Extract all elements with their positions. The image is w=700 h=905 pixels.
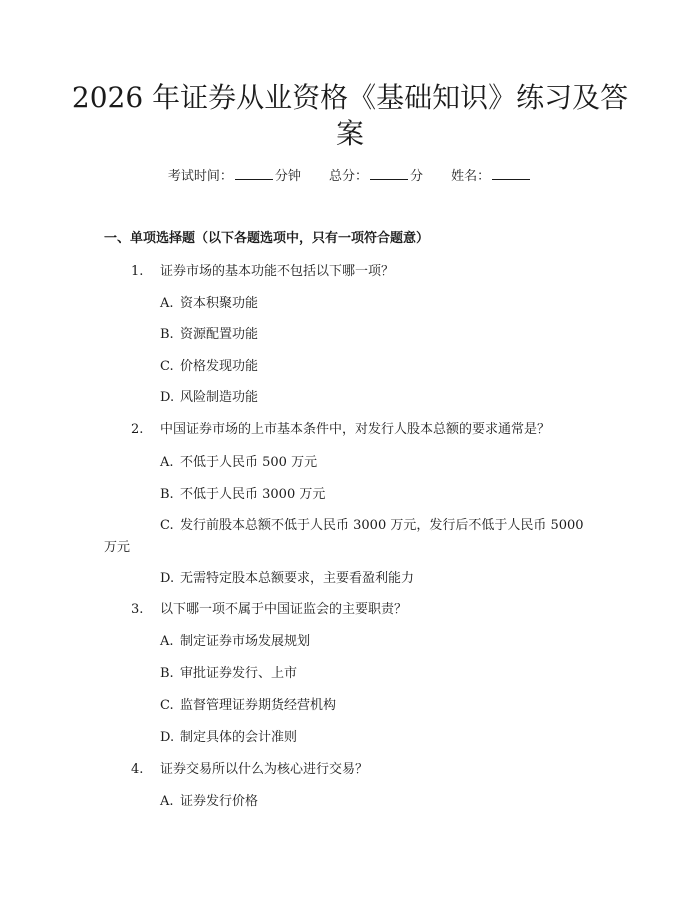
option-text: 审批证券发行、上市 (180, 666, 298, 681)
option-letter: B. (160, 327, 174, 342)
option-text: 无需特定股本总额要求，主要看盈利能力 (180, 571, 415, 586)
question-text: 证券市场的基本功能不包括以下哪一项？ (160, 264, 395, 279)
question-text: 证券交易所以什么为核心进行交易？ (160, 762, 369, 777)
option-letter: D. (160, 571, 175, 586)
option-text: 不低于人民币 3000 万元 (180, 487, 326, 502)
option-3d (160, 728, 297, 748)
exam-time-label: 考试时间： (167, 169, 233, 184)
option-text: 资源配置功能 (180, 327, 259, 342)
option-3a (160, 632, 310, 652)
document-title-line-2: 案 (335, 117, 364, 150)
question-number: 4. (131, 762, 144, 777)
option-letter: A. (160, 794, 174, 809)
option-letter: A. (160, 296, 174, 311)
total-score-blank[interactable] (370, 167, 408, 180)
exam-time-blank[interactable] (235, 167, 273, 180)
option-text: 发行前股本总额不低于人民币 3000 万元，发行后不低于人民币 5000 (180, 518, 584, 533)
question-text: 中国证券市场的上市基本条件中，对发行人股本总额的要求通常是？ (160, 422, 551, 437)
option-1d (160, 388, 258, 408)
option-text: 制定证券市场发展规划 (180, 634, 311, 649)
option-2d (160, 569, 414, 589)
total-score-label: 总分： (328, 169, 368, 184)
option-2c (160, 516, 584, 536)
option-letter: A. (160, 455, 174, 470)
question-number: 1. (131, 264, 144, 279)
option-text: 不低于人民币 500 万元 (180, 455, 318, 470)
total-score-unit: 分 (410, 169, 424, 184)
option-2b (160, 485, 325, 505)
option-letter: D. (160, 730, 175, 745)
option-2a (160, 453, 317, 473)
option-letter: C. (160, 359, 174, 374)
option-1b (160, 325, 258, 345)
option-text: 证券发行价格 (180, 794, 259, 809)
name-label: 姓名： (451, 169, 491, 184)
option-3b (160, 664, 297, 684)
document-title-line-1: 2026 年证券从业资格《基础知识》练习及答 (71, 81, 629, 114)
option-letter: B. (160, 487, 174, 502)
option-1c (160, 357, 258, 377)
option-letter: D. (160, 390, 175, 405)
name-field (451, 167, 532, 187)
exam-info-row (0, 167, 700, 187)
document-title (60, 80, 640, 152)
exam-time-field (168, 167, 301, 187)
name-blank[interactable] (492, 167, 530, 180)
option-letter: C. (160, 698, 174, 713)
total-score-field (329, 167, 423, 187)
option-3c (160, 696, 336, 716)
option-text: 监督管理证券期货经营机构 (180, 698, 337, 713)
option-text: 价格发现功能 (180, 359, 259, 374)
exam-time-unit: 分钟 (274, 169, 301, 184)
question-text: 以下哪一项不属于中国证监会的主要职责？ (160, 602, 408, 617)
question-number: 2. (131, 422, 144, 437)
option-letter: A. (160, 634, 174, 649)
option-text: 资本积聚功能 (180, 296, 259, 311)
option-2c-continuation: 万元 (104, 540, 131, 555)
option-text: 风险制造功能 (180, 390, 259, 405)
option-letter: C. (160, 518, 174, 533)
section-title: 一、单项选择题（以下各题选项中，只有一项符合题意） (104, 231, 430, 246)
option-1a (160, 294, 258, 314)
question-number: 3. (131, 602, 144, 617)
option-text: 制定具体的会计准则 (180, 730, 298, 745)
option-letter: B. (160, 666, 174, 681)
option-4a (160, 792, 258, 812)
